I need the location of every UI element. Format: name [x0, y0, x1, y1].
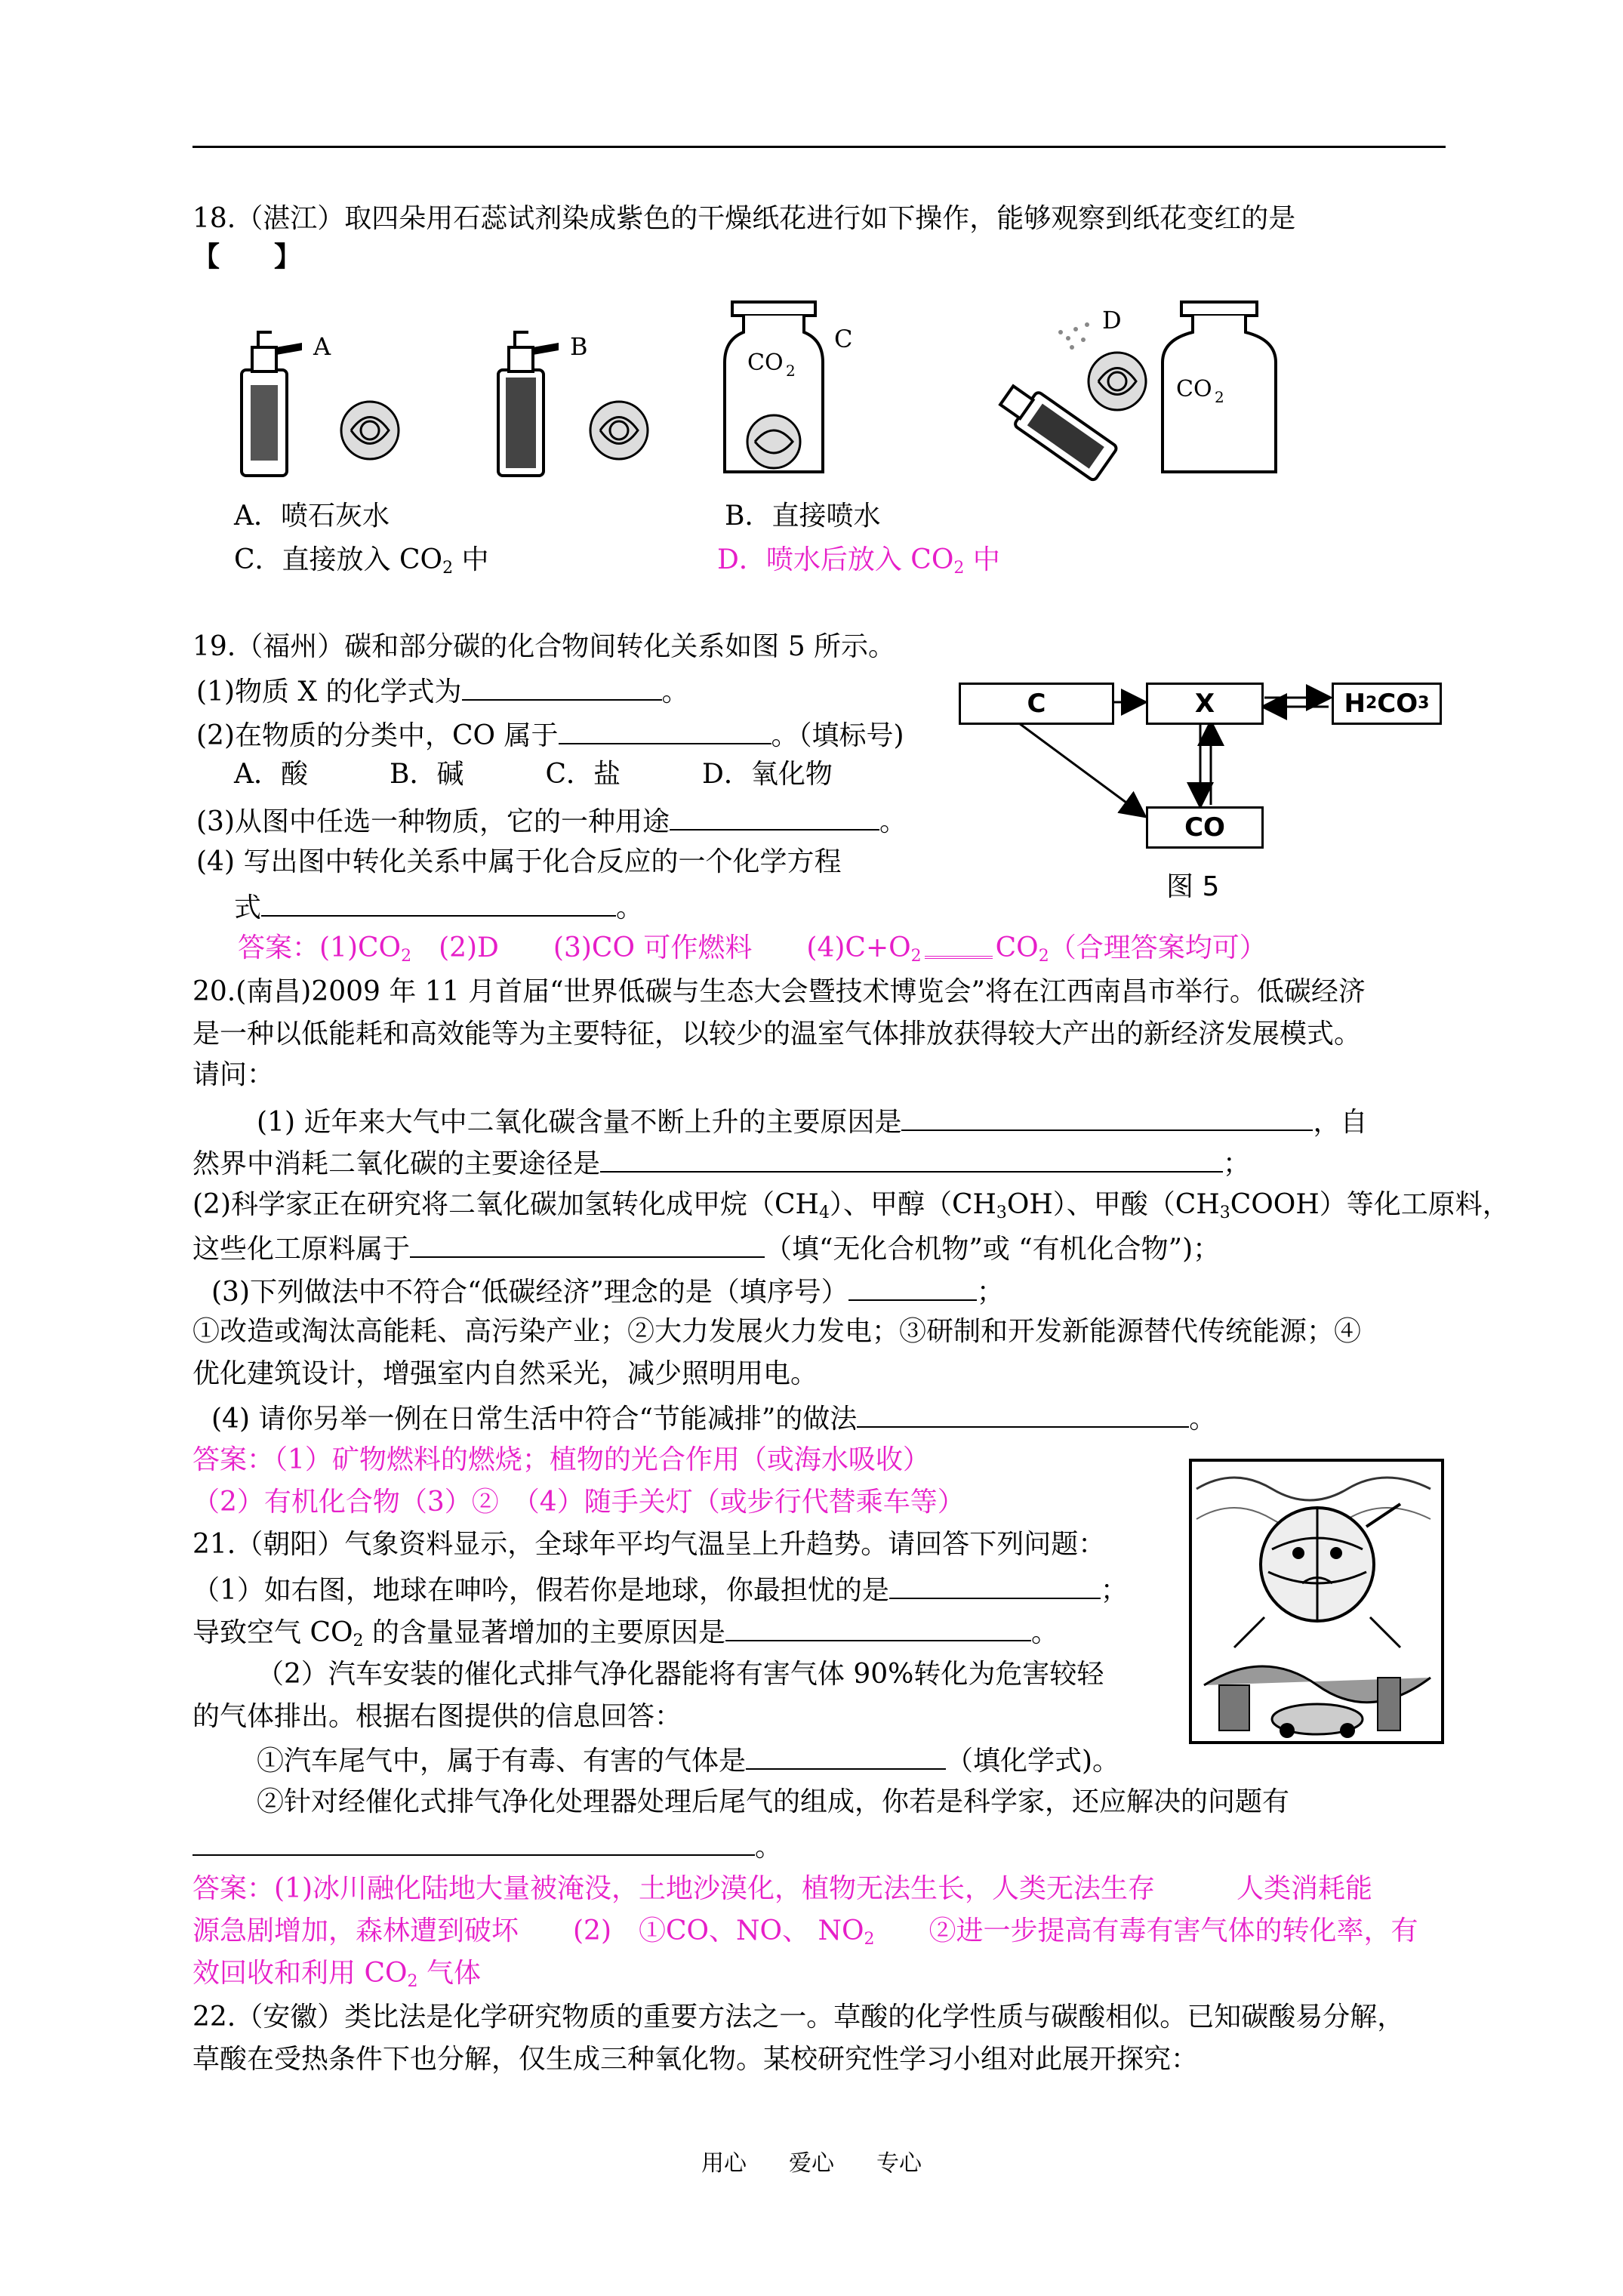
- arrow-c-to-co: [1019, 723, 1144, 815]
- q21-line4: （2）汽车安装的催化式排气净化器能将有害气体 90%转化为危害较轻: [257, 1659, 1104, 1690]
- q21-line1: 21.（朝阳）气象资料显示，全球年平均气温呈上升趋势。请回答下列问题：: [192, 1529, 1106, 1560]
- q19-part3: (3)从图中任选一种物质，它的一种用途 。: [196, 802, 907, 840]
- fig-label-d: D: [1102, 306, 1122, 334]
- q20-line4: (1) 近年来大气中二氧化碳含量不断上升的主要原因是 ，自: [257, 1102, 1367, 1141]
- q20-line6: (2)科学家正在研究将二氧化碳加氢转化成甲烷$(CH_4)$、甲醇$(CH_3OH)$、甲酸$(CH_3COOH)$等化工原料，: [192, 1189, 1510, 1222]
- q21-line3: 导致空气 $CO_2$ 的含量显著增加的主要原因是 。: [192, 1613, 1058, 1651]
- q20-line9: ①改造或淘汰高能耗、高污染产业；②大力发展火力发电；③研制和开发新能源替代传统能源；④: [192, 1316, 1362, 1347]
- diagram-node-h2co3: H 2 CO 3: [1332, 683, 1442, 725]
- q19-part1: (1)物质 X 的化学式为 。: [196, 672, 689, 710]
- diagram-node-x: X: [1146, 683, 1264, 725]
- spray-mist-icon: [1058, 322, 1089, 350]
- q21-line5: 的气体排出。根据右图提供的信息回答：: [192, 1701, 682, 1732]
- q20-line7: 这些化工原料属于 （填“无化合机物”或 “有机化合物”)；: [192, 1229, 1220, 1268]
- q20-answer2: （2）有机化合物（3）② （4）随手关灯（或步行代替乘车等）: [192, 1487, 965, 1518]
- q20-line5: 然界中消耗二氧化碳的主要途径是 ；: [192, 1144, 1250, 1182]
- q19-part4a: (4) 写出图中转化关系中属于化合反应的一个化学方程: [196, 846, 842, 877]
- page-footer: [0, 2144, 1623, 2177]
- q19-choices: A．酸 B．碱 C．盐 D．氧化物: [234, 759, 833, 790]
- spray-bottle-b-icon: [498, 332, 559, 476]
- reaction-condition-line: [925, 941, 993, 959]
- q21-line8: 。: [192, 1827, 782, 1866]
- q18-option-b: B．直接喷水: [725, 501, 881, 532]
- q18-option-a: A．喷石灰水: [234, 501, 390, 532]
- fig-label-co2-jar-sub: 2: [786, 362, 796, 380]
- q18-answer-bracket: 【 】: [192, 241, 302, 273]
- q21-answer1: 答案：(1)冰川融化陆地大量被淹没，土地沙漠化，植物无法生长，人类无法生存 人类消耗能: [192, 1873, 1372, 1904]
- fig-label-co2-jar: CO: [747, 350, 784, 376]
- fig-label-b: B: [570, 332, 588, 361]
- q21-answer2: 源急剧增加，森林遭到破坏 (2) ①CO、NO、 $NO_2$ ②进一步提高有毒有害气体的转化率，有: [192, 1915, 1418, 1949]
- footer-word-2: 爱心: [789, 2150, 834, 2177]
- q19-answer: 答案：$(1)CO_2$ (2)D (3)CO 可作燃料 $(4)C+O_2$ $CO_2$（合理答案均可）: [238, 932, 1267, 966]
- q19-part2: (2)在物质的分类中，CO 属于 。（填标号): [196, 716, 904, 754]
- q21-line7: ②针对经催化式排气净化处理器处理后尾气的组成，你若是科学家，还应解决的问题有: [257, 1786, 1290, 1817]
- footer-word-1: 用心: [701, 2150, 747, 2177]
- q18-option-d: D．喷水后放入 $CO_2$ 中: [717, 544, 1000, 578]
- paper-flower-d-icon: [1089, 353, 1146, 410]
- q20-line1: 20.(南昌)2009 年 11 月首届“世界低碳与生态大会暨技术博览会”将在江西南昌市举行。低碳经济: [192, 976, 1366, 1007]
- earth-groaning-cartoon-icon: [1189, 1459, 1444, 1744]
- q20-answer1: 答案：（1）矿物燃料的燃烧；植物的光合作用（或海水吸收）: [192, 1444, 930, 1475]
- spray-bottle-a-icon: [242, 332, 302, 476]
- fig-label-co2-bottle: CO: [1176, 376, 1212, 402]
- q21-answer3: 效回收和利用 $CO_2$ 气体: [192, 1958, 481, 1991]
- fig-label-co2-bottle-sub: 2: [1215, 388, 1224, 406]
- diagram-caption: 图 5: [1166, 871, 1220, 902]
- q20-line11: (4) 请你另举一例在日常生活中符合“节能减排”的做法 。: [211, 1399, 1216, 1438]
- paper-flower-b-icon: [590, 402, 648, 459]
- fig-label-a: A: [313, 332, 331, 361]
- q21-line6: ①汽车尾气中，属于有毒、有害的气体是 （填化学式)。: [257, 1741, 1119, 1780]
- gas-jar-c-icon: [725, 302, 823, 472]
- q21-line2: （1）如右图，地球在呻吟，假若你是地球，你最担忧的是 ；: [192, 1570, 1128, 1609]
- diagram-node-c: C: [959, 683, 1114, 725]
- header-rule: [192, 146, 1446, 148]
- q18-figure: [226, 294, 1449, 483]
- q22-line2: 草酸在受热条件下也分解，仅生成三种氧化物。某校研究性学习小组对此展开探究：: [192, 2044, 1199, 2075]
- q18-option-c: C．直接放入 $CO_2$ 中: [234, 544, 489, 578]
- q20-line10: 优化建筑设计，增强室内自然采光，减少照明用电。: [192, 1358, 818, 1389]
- footer-word-3: 专心: [876, 2150, 922, 2177]
- paper-flower-a-icon: [341, 402, 399, 459]
- q22-line1: 22.（安徽）类比法是化学研究物质的重要方法之一。草酸的化学性质与碳酸相似。已知碳酸易分解，: [192, 2002, 1405, 2032]
- fig-label-c: C: [834, 325, 853, 353]
- q20-line8: (3)下列做法中不符合“低碳经济”理念的是（填序号） ；: [211, 1272, 1004, 1311]
- q18-stem: 18.（湛江）取四朵用石蕊试剂染成紫色的干燥纸花进行如下操作，能够观察到纸花变红的是: [192, 203, 1296, 234]
- q20-line2: 是一种以低能耗和高效能等为主要特征，以较少的温室气体排放获得较大产出的新经济发展模式。: [192, 1019, 1362, 1049]
- q20-line3: 请问：: [192, 1059, 275, 1090]
- q19-stem: 19.（福州）碳和部分碳的化合物间转化关系如图 5 所示。: [192, 631, 896, 662]
- q19-part4b: 式 。: [234, 888, 643, 926]
- diagram-node-co: CO: [1146, 806, 1264, 849]
